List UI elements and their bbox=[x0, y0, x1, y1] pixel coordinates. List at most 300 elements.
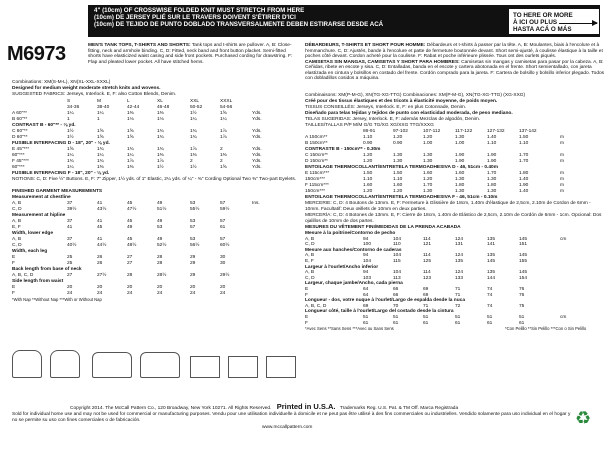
printed-in-text: Printed in U.S.A. bbox=[276, 402, 336, 411]
cell-value: 0.90 bbox=[363, 141, 373, 146]
cell-value: 1⅝ bbox=[220, 111, 227, 116]
tailles-header: TAILLES/TALLAS P/P M/M G/G TG/XG XG/XXG TTG/XXXG bbox=[305, 123, 434, 128]
combinations-text: Combinations: XM(S-M-L), XN(XL-XXL-XXXL) bbox=[12, 80, 111, 85]
cell-value: 27½ bbox=[97, 273, 107, 278]
cell-value: 26 bbox=[97, 261, 103, 266]
cell-value: 1¼ bbox=[67, 153, 74, 158]
cell-value: 114 bbox=[423, 270, 431, 276]
cell-value: 1.30 bbox=[455, 135, 465, 140]
merceria-text: MERCERÍA: C, D: 4 Botones de 13mm. E, F: Cierre de 18cm, 1.40m de Elástico de 2,5cm, 2.10m de Cordón de 6mm - 1cm. Opcional: Dos ojalillos de 10mm de dos partes. bbox=[305, 213, 602, 224]
unit-label: cm bbox=[560, 236, 567, 242]
description-body-en: Tank tops and t-shirts are pullover. A, B: Close-fitting, neck and armhole binding. C, D: Fitted, neck band and front button placket. Semi-fitted shorts have elasticized waist casing and side front pockets. Purchased cording for drawstring. F: Flap and pleated lower pocket. All have stitched hems. bbox=[88, 43, 293, 65]
cell-value: 1.90 bbox=[487, 153, 497, 158]
cell-value: 1.50 bbox=[519, 135, 529, 140]
cell-value: 45 bbox=[127, 201, 133, 206]
cell-value: 41 bbox=[67, 225, 73, 230]
cell-value: 1.70 bbox=[487, 171, 497, 176]
description-title-es: CAMISETAS SIN MANGAS, CAMISETAS Y SHORT PARA HOMBRES: bbox=[305, 59, 460, 65]
description-body-fr: Débardeurs et t-shirts à passer par la tête. A, B: Moulantes, biais à l'encolure et à l'emmanchure. C, D: Ajustés, bande à l'encolure et patte de fermeture boutonnée devant. Short semi-ajusté, à coulisse élastique à la taille et poches côté devant. Cordon acheté pour la coulisse. F: Rabat et poche inférieure plissée. Tous ont des ourlets piqués. bbox=[305, 43, 603, 59]
row-label: A, B bbox=[305, 253, 315, 259]
cell-value: 29 bbox=[190, 273, 196, 278]
cell-value: 151 bbox=[519, 242, 528, 248]
cell-value: 49 bbox=[127, 225, 133, 230]
row-label: F 115cm*** bbox=[305, 183, 329, 188]
cell-value: 41 bbox=[97, 219, 103, 224]
cell-value: 131 bbox=[455, 242, 464, 248]
stretch-gauge-line-en: 4" (10cm) OF CROSSWISE FOLDED KNIT MUST STRETCH FROM HERE bbox=[94, 7, 305, 14]
cell-value: 25 bbox=[67, 261, 73, 266]
cell-value: 1.00 bbox=[455, 141, 465, 146]
cell-value: 24 bbox=[157, 291, 163, 296]
cell-value: 61 bbox=[423, 320, 429, 326]
cell-value: 69 bbox=[423, 292, 429, 298]
cell-value: 1.20 bbox=[423, 135, 433, 140]
cree-line: Créé pour des tissus élastiques et des tricots à élasticité moyenne, de poids moyen. bbox=[305, 99, 498, 104]
row-label: B 60"** bbox=[12, 117, 28, 122]
row-label: F bbox=[12, 261, 15, 266]
shorts-f-sketch bbox=[266, 356, 296, 378]
cell-value: 20 bbox=[127, 285, 133, 290]
description-title-en: MEN'S TANK TOPS, T-SHIRTS AND SHORTS: bbox=[88, 43, 191, 48]
cell-value: 144 bbox=[487, 275, 496, 281]
row-label: C, D bbox=[305, 275, 315, 281]
unit-label: Yds. bbox=[252, 159, 262, 164]
cell-value: 1.50 bbox=[393, 171, 403, 176]
cell-value: 1½ bbox=[67, 135, 74, 140]
disenado-line: Diseñado para telas tejidas y tejidos de punto con elasticidad moderada, de peso mediano. bbox=[305, 111, 513, 116]
cell-value: 1¼ bbox=[67, 111, 74, 116]
cell-value: 1.30 bbox=[393, 153, 403, 158]
cell-value: 24 bbox=[190, 291, 196, 296]
cell-value: 61 bbox=[487, 320, 493, 326]
cell-value: 1.80 bbox=[519, 171, 529, 176]
cell-value: 1⅛ bbox=[157, 117, 164, 122]
cell-value: 1.20 bbox=[423, 177, 433, 182]
unit-label: Yds. bbox=[252, 117, 262, 122]
cell-value: 51 bbox=[487, 315, 493, 320]
cell-value: 61 bbox=[393, 320, 399, 326]
cell-value: L bbox=[127, 99, 130, 104]
row-label: A 60"** bbox=[12, 111, 28, 116]
cell-value: 27 bbox=[67, 273, 73, 278]
cell-value: 59½ bbox=[220, 207, 230, 212]
cell-value: 74 bbox=[487, 303, 493, 309]
cell-value: 1¼ bbox=[190, 117, 197, 122]
measure-title: Measurement at hipline bbox=[12, 213, 66, 218]
measure-title-fr-es: Longueur côté, taille à l'ourlet/Largo del costado desde la cintura bbox=[305, 309, 454, 315]
unit-label: m bbox=[560, 141, 564, 146]
cell-value: 20 bbox=[157, 285, 163, 290]
cell-value: 45 bbox=[127, 219, 133, 224]
unit-label: cm bbox=[560, 315, 567, 320]
unit-label: Yds. bbox=[252, 135, 262, 140]
row-label: E bbox=[305, 315, 309, 320]
cell-value: 1⅜ bbox=[157, 111, 164, 116]
cell-value: 1⅜ bbox=[127, 165, 134, 170]
cell-value: 1.10 bbox=[393, 177, 403, 182]
stretch-gauge-line-es: (10cm) DE TEJIDO DE PUNTO DOBLADO TRANSVERSALMENTE DEBEN ESTIRARSE DESDE ACÁ bbox=[94, 21, 384, 29]
suggested-fabrics: SUGGESTED FABRICS: Jerseys, Interlock. E, F: also Cotton Blends, Denim. bbox=[12, 92, 177, 97]
nap-footnote: *With Nap **Without Nap ***With or Without Nap bbox=[12, 297, 102, 302]
cell-value: 75 bbox=[519, 303, 525, 309]
cell-value: 1¾ bbox=[157, 147, 164, 152]
cell-value: 71 bbox=[455, 292, 461, 298]
cell-value: 53 bbox=[157, 225, 163, 230]
cell-value: 56½ bbox=[190, 243, 200, 248]
cell-value: 50-52 bbox=[190, 105, 203, 110]
row-label: F 45"*** bbox=[12, 159, 29, 164]
cell-value: 1.60 bbox=[455, 171, 465, 176]
unit-label: m bbox=[560, 183, 564, 188]
cell-value: 70 bbox=[393, 303, 399, 309]
cell-value: 20 bbox=[67, 285, 73, 290]
cell-value: 71 bbox=[423, 303, 429, 309]
cell-value: 104 bbox=[393, 253, 402, 259]
unit-label: m bbox=[560, 153, 564, 158]
cell-value: 141 bbox=[487, 242, 496, 248]
to-here-es: HASTA ACÁ O MÁS bbox=[513, 26, 572, 33]
cell-value: 1⅜ bbox=[97, 165, 104, 170]
row-label: A, B, C, D bbox=[305, 303, 327, 309]
to-here-fr: À ICI OU PLUS bbox=[513, 19, 558, 26]
cell-value: 1.30 bbox=[455, 189, 465, 194]
nap-footnote-es: *Con Pelillo **Sin Pelillo ***Con o Sin Pelillo bbox=[505, 326, 587, 332]
row-label: F bbox=[12, 291, 15, 296]
cell-value: 1.90 bbox=[487, 159, 497, 164]
cell-value: 1.10 bbox=[363, 135, 373, 140]
cell-value: 74 bbox=[487, 292, 493, 298]
cell-value: 51 bbox=[455, 315, 461, 320]
row-label: C, D bbox=[12, 243, 22, 248]
row-label: D 150cm** bbox=[305, 159, 328, 164]
row-label: A, B, C, D bbox=[12, 273, 34, 278]
cell-value: 115 bbox=[393, 259, 401, 264]
cell-value: 71 bbox=[455, 287, 461, 292]
shorts-sketch bbox=[190, 356, 220, 378]
cell-value: 66 bbox=[393, 287, 399, 292]
usage-notice: Sold for individual home use and may not be used for commercial or manufacturing purposes. Vendu pour une utilisation individuelle à domicile et ne peut pas être utilisé à des fins commerciales ou industrielles. Vendido solamente para uso individual en el hogar y no se permite su uso con fines comerciales o de fabricación. bbox=[12, 412, 571, 423]
cell-value: 38-40 bbox=[97, 105, 110, 110]
cell-value: 1¾ bbox=[190, 135, 197, 140]
cell-value: 145 bbox=[519, 270, 528, 276]
cell-value: 53 bbox=[190, 201, 196, 206]
cell-value: 54-56 bbox=[220, 105, 233, 110]
cell-value: 1.20 bbox=[393, 189, 403, 194]
cell-value: 1.30 bbox=[393, 159, 403, 164]
unit-label: m bbox=[560, 135, 564, 140]
cell-value: 1⅜ bbox=[157, 153, 164, 158]
cell-value: 37 bbox=[67, 219, 73, 224]
cell-value: 103 bbox=[363, 275, 372, 281]
cell-value: 61 bbox=[363, 320, 369, 326]
cell-value: 1⅜ bbox=[127, 111, 134, 116]
notions-text: NOTIONS: C, D: Five ½" Buttons. E, F: 7" Zipper, 1½ yds. of 1" Elastic, 2¼ yds. of ¼" - ⅜" Cording Optional Two ⅜" Two-part Eyelets. bbox=[12, 177, 297, 182]
cell-value: 20 bbox=[97, 285, 103, 290]
cell-value: 1¼ bbox=[67, 165, 74, 170]
cell-value: 45 bbox=[127, 237, 133, 242]
finished-measurements-title: FINISHED GARMENT MEASUREMENTS bbox=[12, 189, 103, 194]
cell-value: 1.30 bbox=[423, 159, 433, 164]
cell-value: 1¼ bbox=[97, 111, 104, 116]
cell-value: 26 bbox=[97, 255, 103, 260]
cell-value: 135 bbox=[455, 259, 464, 264]
tshirt-sketch bbox=[92, 352, 132, 378]
cell-value: 1¼ bbox=[97, 153, 104, 158]
cell-value: 51 bbox=[423, 315, 429, 320]
fusible-d-text: FUSIBLE INTERFACING D - 18", 20" - ⅛ yd. bbox=[12, 141, 110, 146]
row-label: E 115cm*** bbox=[305, 171, 330, 176]
to-here-box bbox=[508, 8, 600, 35]
cell-value: 53 bbox=[190, 237, 196, 242]
unit-label: m bbox=[560, 177, 564, 182]
description-body-es: Camisetas sin mangas y camisetas para pasar por la cabeza. A, B: Ceñidas, ribete en escote y sisa. C, D: Entalladas, banda en el escote y cartera abotonada en el frente. Short semientallado, con jareta elastizada en cintura y bolsillos en costado del frente. Cordón comprado para la jareta. F: Cartera de bolsillo y bolsillo inferior plegado. Todos con dobladillos cosidos a máquina. bbox=[305, 59, 605, 81]
to-here-en: TO HERE OR MORE bbox=[513, 12, 573, 19]
row-label: 150cm*** bbox=[305, 189, 325, 194]
measure-title-fr-es: Largeur à l'ourlet/Ancho inferior bbox=[305, 264, 379, 270]
website-url: www.mccallpattern.com bbox=[262, 425, 313, 430]
measure-row bbox=[12, 243, 302, 249]
cell-value: 104 bbox=[393, 270, 402, 276]
cell-value: 1.70 bbox=[519, 159, 529, 164]
cell-value: 1⅝ bbox=[220, 165, 227, 170]
row-label: C, D bbox=[12, 207, 22, 212]
unit-label: Yds. bbox=[252, 129, 262, 134]
cell-value: 121 bbox=[423, 242, 432, 248]
cell-value: 1.90 bbox=[455, 153, 465, 158]
cell-value: 48½ bbox=[127, 243, 137, 248]
cell-value: 1.50 bbox=[363, 171, 373, 176]
cell-value: 125 bbox=[423, 259, 432, 264]
row-label: C 60"** bbox=[12, 129, 28, 134]
cell-value: 1⅞ bbox=[220, 135, 227, 140]
cell-value: 114 bbox=[423, 253, 431, 259]
cell-value: 49 bbox=[157, 201, 163, 206]
measure-title: Measurement at chestline bbox=[12, 195, 71, 200]
cell-value: 97-102 bbox=[393, 129, 408, 134]
cell-value: 28 bbox=[157, 255, 163, 260]
cell-value: 46-48 bbox=[157, 105, 170, 110]
cell-value: 137-142 bbox=[519, 129, 537, 134]
cell-value: 51 bbox=[393, 315, 399, 320]
cell-value: 1⅝ bbox=[97, 129, 104, 134]
cell-value: 104 bbox=[393, 236, 402, 242]
cell-value: 57 bbox=[190, 225, 196, 230]
cell-value: 1.60 bbox=[423, 171, 433, 176]
unit-label: Yds. bbox=[252, 165, 262, 170]
cell-value: 1.80 bbox=[455, 183, 465, 188]
cell-value: 37 bbox=[67, 201, 73, 206]
cell-value: 76 bbox=[519, 287, 525, 292]
unit-label: m bbox=[560, 171, 564, 176]
arrow-right-icon bbox=[559, 23, 597, 28]
cell-value: 1 bbox=[97, 117, 100, 122]
cell-value: 1.30 bbox=[423, 153, 433, 158]
cell-value: 64 bbox=[363, 287, 369, 292]
cell-value: 47½ bbox=[127, 207, 137, 212]
cell-value: 66 bbox=[393, 292, 399, 298]
copyright-text: Copyright 2014. The McCall Pattern Co., 120 Broadway, New York 10271. All Rights Reserved. bbox=[70, 406, 272, 411]
cell-value: 94 bbox=[363, 236, 369, 242]
row-label: A, B bbox=[305, 236, 315, 242]
cell-value: 69 bbox=[363, 303, 369, 309]
cell-value: 45 bbox=[97, 225, 103, 230]
cell-value: 29½ bbox=[220, 273, 230, 278]
measure-title-fr-es: Largeur, chaque jambe/Ancho, cada pierna bbox=[305, 281, 403, 287]
cell-value: 145 bbox=[487, 259, 496, 264]
row-label: A, B bbox=[12, 219, 22, 224]
contrast-b-text: CONTRAST B - 60"** - ⅛ yd. bbox=[12, 123, 76, 128]
row-label: B 150cm** bbox=[305, 141, 328, 146]
cell-value: 57 bbox=[220, 201, 226, 206]
section-line: CONTRASTE B - 150cm** - 0.30m bbox=[305, 147, 381, 152]
fusible-f-text: FUSIBLE INTERFACING F - 18", 20" - ⅛ yd. bbox=[12, 171, 110, 176]
cell-value: 43½ bbox=[97, 207, 107, 212]
cell-value: 135 bbox=[487, 253, 496, 259]
cell-value: 44½ bbox=[97, 243, 107, 248]
cell-value: 1.10 bbox=[519, 141, 529, 146]
entoilage-f: ENTOILAGE THERMOCOLLANT/ENTRETELA TERMOADHESIVA F - 46, 51cm - 0.10m bbox=[305, 195, 498, 200]
cell-value: 133 bbox=[455, 275, 464, 281]
cell-value: 135 bbox=[487, 236, 496, 242]
cell-value: M bbox=[97, 99, 101, 104]
cell-value: 29 bbox=[190, 261, 196, 266]
description-en bbox=[88, 43, 300, 65]
cell-value: 24 bbox=[67, 291, 73, 296]
measure-title-fr-es: Mesure à la poitrine/Contorno de pecho bbox=[305, 231, 396, 236]
cell-value: 154 bbox=[519, 275, 528, 281]
row-label: D 60"** bbox=[12, 135, 28, 140]
tissus-line: TISSUS CONSEILLÉS: Jerseys, Interlock. E, F: en plus Cotonnade, Denim. bbox=[305, 105, 467, 110]
cell-value: 1.60 bbox=[393, 183, 403, 188]
cell-value: 1.90 bbox=[455, 159, 465, 164]
combinations-fr-es: Combinaisons: XM(P-M-G), XN(TG-XG-TTG) Combinaciones: XM(P-M-G), XN(TG-XG-TTG) (XG-XXG) bbox=[305, 93, 526, 98]
cell-value: 110 bbox=[393, 242, 401, 248]
description-title-fr: DÉBARDEURS, T-SHIRTS ET SHORT POUR HOMME: bbox=[305, 43, 426, 48]
row-label: E, F bbox=[12, 225, 21, 230]
cell-value: 1.30 bbox=[487, 177, 497, 182]
cell-value: 40½ bbox=[67, 243, 77, 248]
unit-label: Yds. bbox=[252, 153, 262, 158]
row-label: 150cm*** bbox=[305, 177, 325, 182]
tank-top-sketch bbox=[12, 350, 42, 378]
measure-title: Width, lower edge bbox=[12, 231, 53, 236]
cell-value: 34-36 bbox=[67, 105, 80, 110]
row-label: A 150cm** bbox=[305, 135, 328, 140]
cell-value: 1⅞ bbox=[157, 159, 164, 164]
measure-title: Width, each leg bbox=[12, 249, 48, 254]
cell-value: 72 bbox=[455, 303, 461, 309]
cell-value: 1¾ bbox=[127, 147, 134, 152]
cell-value: 1.70 bbox=[519, 153, 529, 158]
cell-value: 2 bbox=[220, 147, 223, 152]
cell-value: 1½ bbox=[157, 165, 164, 170]
section-line: ENTOILAGE THERMOCOLLANT/ENTRETELA TERMOADHESIVA D - 46, 51cm - 0.40m bbox=[305, 165, 498, 170]
cell-value: 86-91 bbox=[363, 129, 376, 134]
cell-value: 1¾ bbox=[67, 159, 74, 164]
cell-value: 1½ bbox=[190, 165, 197, 170]
cell-value: 1.40 bbox=[519, 177, 529, 182]
cell-value: 124 bbox=[455, 253, 464, 259]
cell-value: 60½ bbox=[220, 243, 230, 248]
row-label: A, B bbox=[305, 270, 315, 276]
tank-top-back-sketch bbox=[50, 350, 80, 378]
cell-value: 1⅞ bbox=[220, 129, 227, 134]
cell-value: 135 bbox=[487, 270, 496, 276]
cell-value: 30 bbox=[220, 261, 226, 266]
stretch-gauge-text bbox=[94, 7, 383, 29]
cell-value: 28½ bbox=[157, 273, 167, 278]
cell-value: 114 bbox=[423, 236, 431, 242]
tshirt-back-sketch bbox=[140, 352, 180, 378]
cell-value: 61 bbox=[455, 320, 461, 326]
pattern-number: M6973 bbox=[7, 43, 66, 65]
unit-label: Ins. bbox=[252, 201, 260, 206]
cell-value: 57 bbox=[220, 219, 226, 224]
cell-value: 24 bbox=[220, 291, 226, 296]
cell-value: 52½ bbox=[157, 243, 167, 248]
cell-value: 107-112 bbox=[423, 129, 441, 134]
cell-value: 51 bbox=[519, 315, 525, 320]
cell-value: 1.40 bbox=[519, 189, 529, 194]
row-label: E 45"*** bbox=[12, 147, 30, 152]
cell-value: 74 bbox=[487, 287, 493, 292]
unit-label: m bbox=[560, 159, 564, 164]
cell-value: 1⅜ bbox=[220, 153, 227, 158]
row-label: E, F bbox=[305, 259, 314, 264]
cell-value: 28 bbox=[127, 273, 133, 278]
cell-value: 39½ bbox=[67, 207, 77, 212]
cell-value: 1 bbox=[67, 117, 70, 122]
cell-value: 20 bbox=[220, 285, 226, 290]
cell-value: 1.10 bbox=[487, 141, 497, 146]
cell-value: 1.10 bbox=[363, 177, 373, 182]
measure-title-fr-es: Mesure aux hanches/Contorno de caderas bbox=[305, 247, 402, 253]
measure-title: Back length from base of neck bbox=[12, 267, 82, 272]
cell-value: 124 bbox=[455, 236, 464, 242]
measure-title-fr-es: Longueur - dos, votre nuque à l'ourlet/Largo de espalda desde la nuca bbox=[305, 298, 465, 304]
mercerie-text: MERCERIE: C, D: 4 Boutons de 13mm. E, F: Fermeture à Glissière de 18cm, 1.40m d'élastique de 2,5cm, 2.10m de Cordon de 6mm - 10mm. Facultatif: Deux œillets de 10mm en deux parties. bbox=[305, 201, 591, 212]
cell-value: 1.70 bbox=[423, 183, 433, 188]
cell-value: 1¼ bbox=[220, 117, 227, 122]
cell-value: 27 bbox=[127, 261, 133, 266]
row-label: C 150cm** bbox=[305, 153, 328, 158]
cell-value: 20 bbox=[190, 285, 196, 290]
cell-value: 51½ bbox=[157, 207, 167, 212]
cell-value: 76 bbox=[519, 292, 525, 298]
cell-value: 30 bbox=[220, 255, 226, 260]
shorts-back-sketch bbox=[228, 356, 258, 378]
cell-value: 41 bbox=[97, 237, 103, 242]
cell-value: 64 bbox=[363, 292, 369, 298]
cell-value: 155 bbox=[519, 259, 528, 264]
cell-value: 28 bbox=[157, 261, 163, 266]
cell-value: 117-122 bbox=[455, 129, 473, 134]
cell-value: 1⅞ bbox=[190, 147, 197, 152]
cell-value: 55½ bbox=[190, 207, 200, 212]
cell-value: 1⅞ bbox=[127, 159, 134, 164]
cell-value: 1½ bbox=[190, 111, 197, 116]
cell-value: S bbox=[67, 99, 71, 104]
cell-value: XXXL bbox=[220, 99, 233, 104]
cell-value: 1¾ bbox=[97, 147, 104, 152]
stretch-gauge-line-fr: (10cm) DE JERSEY PLIÉ SUR LE TRAVERS DOIVENT S'ÉTIRER D'ICI bbox=[94, 14, 296, 22]
cell-value: 1.20 bbox=[363, 189, 373, 194]
cell-value: 145 bbox=[519, 253, 528, 259]
cell-value: 2 bbox=[190, 159, 193, 164]
cell-value: 1⅛ bbox=[127, 117, 134, 122]
telas-line: TELAS SUGERIDAS: Jersey, Interlock. E, F: además Mezclas de algodón, Denim. bbox=[305, 117, 481, 122]
cell-value: 127-132 bbox=[487, 129, 505, 134]
